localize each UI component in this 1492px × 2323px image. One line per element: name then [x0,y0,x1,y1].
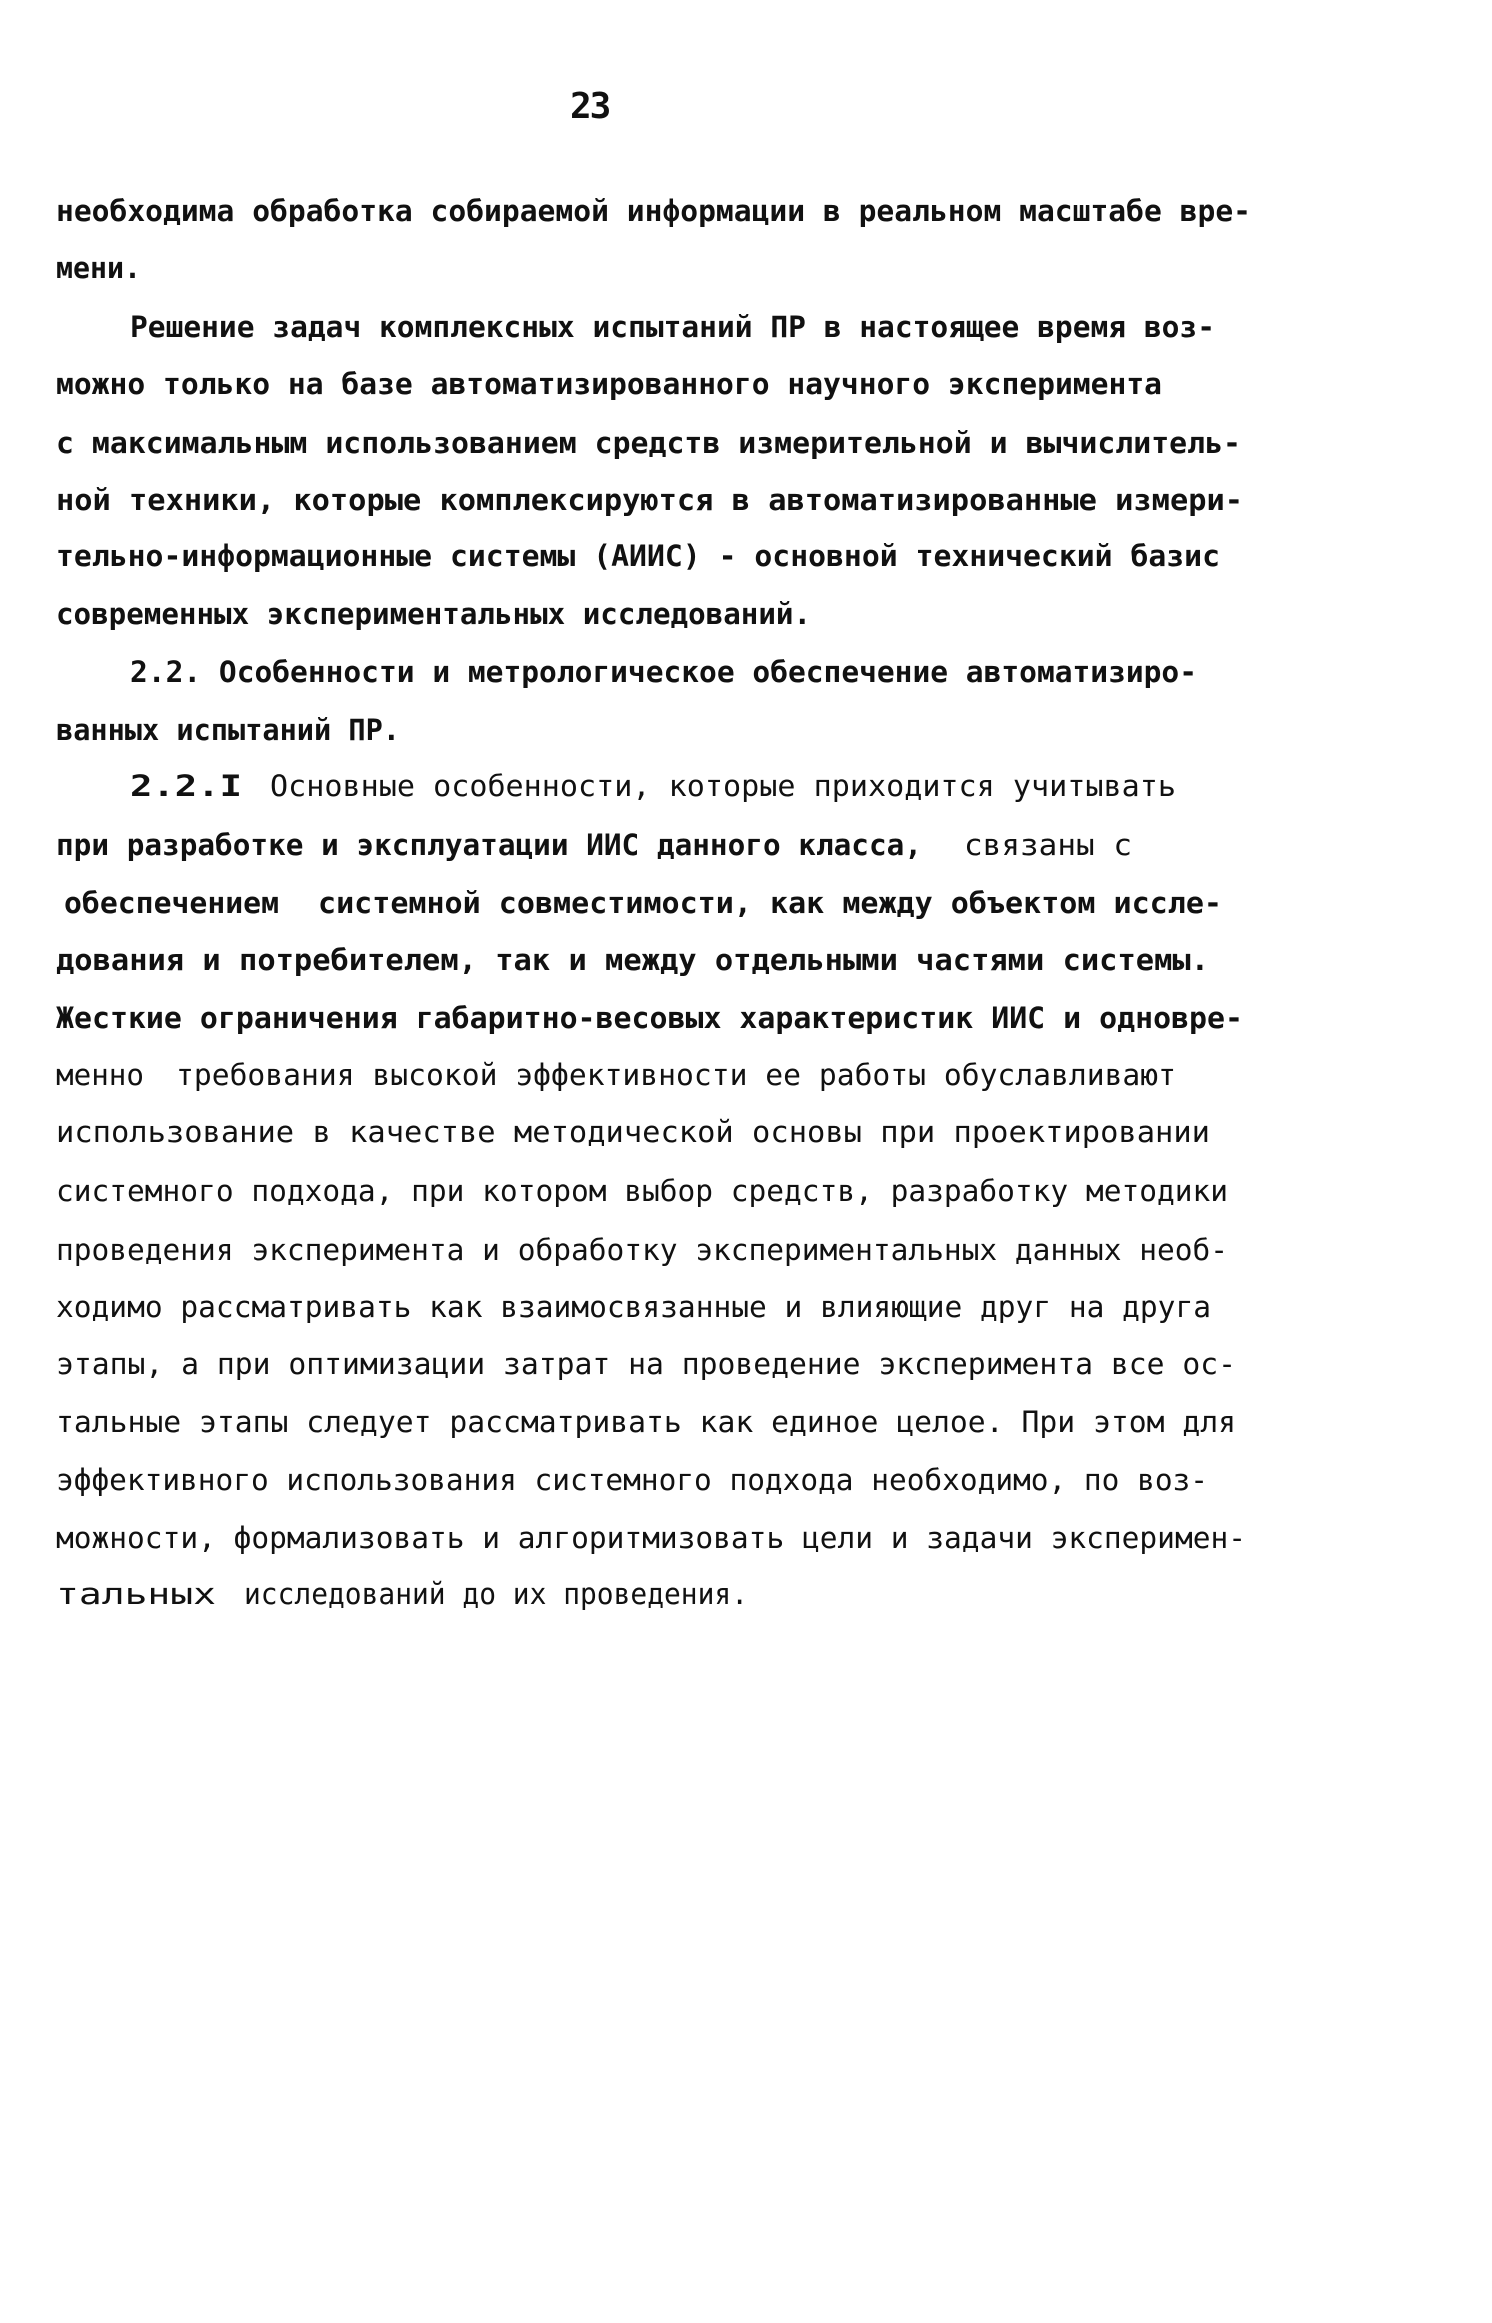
text-line: Основные особенности, которые приходится учитывать [270,769,1176,803]
text-line: при разработке и эксплуатации ИИС данного класса, [56,828,922,862]
text-line: необходима обработка собираемой информации в реальном масштабе вре- [56,194,1251,228]
text-line: ной техники, которые комплексируются в автоматизированные измери- [56,483,1243,517]
text-line: тальных [56,1577,216,1611]
text-line: системной совместимости, как между объектом иссле- [318,886,1222,920]
text-line: Решение задач комплексных испытаний ПР в настоящее время воз- [130,310,1215,344]
text-line: системного подхода, при котором выбор средств, разработку методики [56,1174,1228,1208]
text-line: современных экспериментальных исследований. [56,597,811,631]
text-line: дования и потребителем, так и между отдельными частями системы. [56,943,1209,977]
text-line: исследований до их проведения. [244,1577,748,1611]
text-line: связаны с [964,828,1132,862]
page-number: 23 [570,86,610,127]
section-heading-line: ванных испытаний ПР. [56,713,400,747]
text-line: эффективного использования системного подхода необходимо, по воз- [56,1463,1208,1497]
text-line: тальные этапы следует рассматривать как единое целое. При этом для [56,1405,1236,1439]
text-line: ходимо рассматривать как взаимосвязанные и влияющие друг на друга [56,1290,1211,1324]
subsection-number: 2.2.I [130,769,242,803]
text-line: с максимальным использованием средств измерительной и вычислитель- [56,426,1241,460]
text-line: можности, формализовать и алгоритмизовать цели и задачи эксперимен- [56,1521,1246,1555]
text-line: требования высокой эффективности ее работы обуславливают [176,1058,1176,1092]
text-line: менно [56,1058,144,1092]
text-line: использование в качестве методической основы при проектировании [56,1115,1210,1149]
text-line: мени. [56,251,141,285]
section-heading-line: 2.2. Особенности и метрологическое обеспечение автоматизиро- [130,655,1197,689]
text-line: обеспечением [64,886,279,920]
text-line: этапы, а при оптимизации затрат на проведение эксперимента все ос- [56,1347,1236,1381]
text-line: можно только на базе автоматизированного научного эксперимента [56,367,1162,401]
text-line: Жесткие ограничения габаритно-весовых характеристик ИИС и одновре- [56,1001,1244,1035]
text-line: тельно-информационные системы (АИИС) - основной технический базис [56,539,1220,573]
text-line: проведения эксперимента и обработку экспериментальных данных необ- [56,1233,1228,1267]
